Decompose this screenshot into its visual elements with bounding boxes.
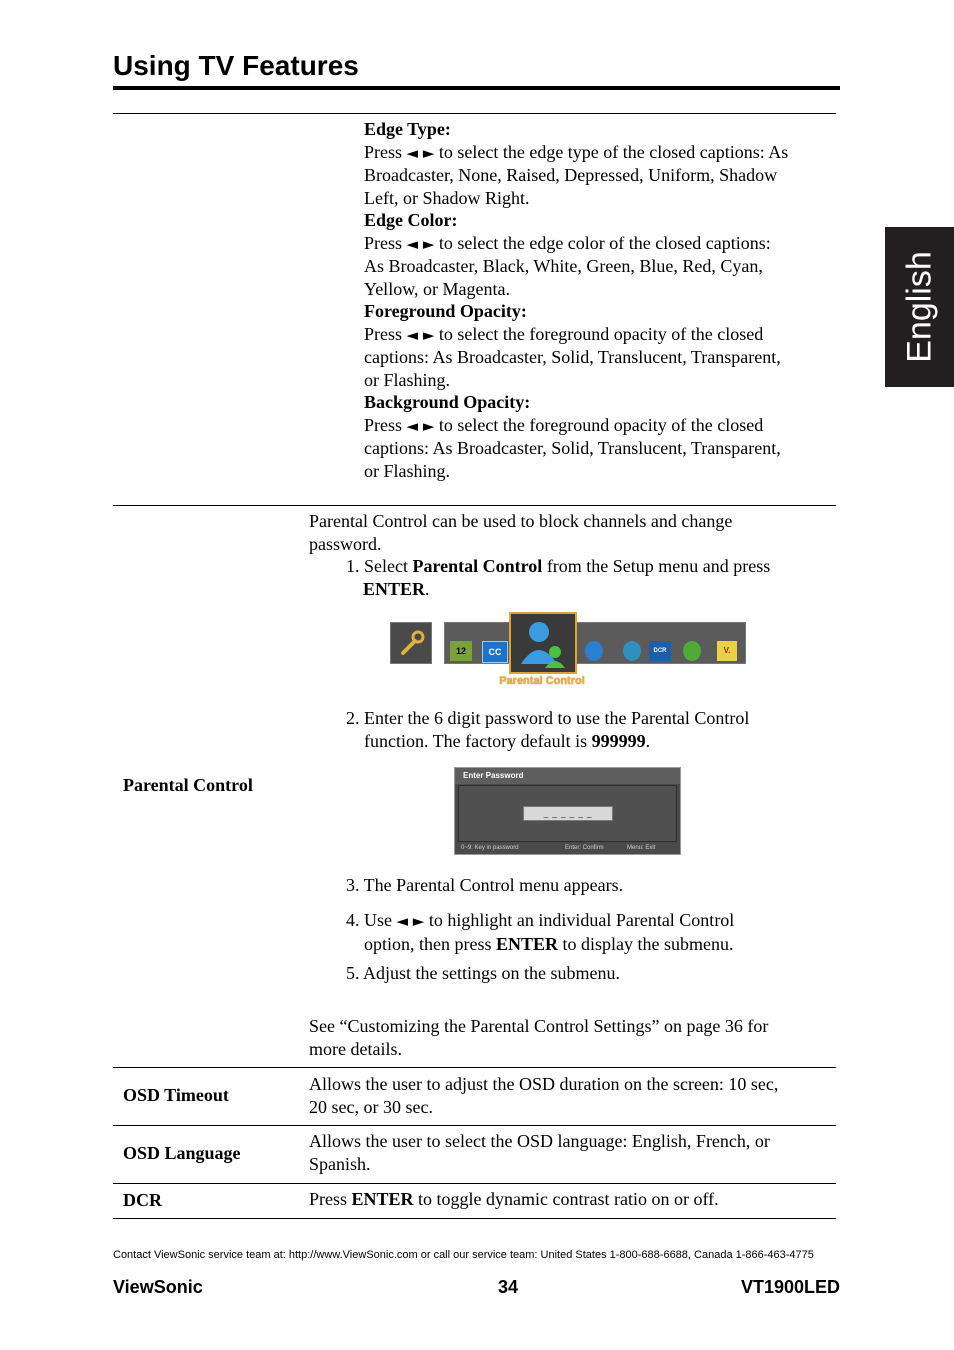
step-5-line: 5. Adjust the settings on the submenu. [346,963,620,983]
osd-timeout-label: OSD Timeout [123,1085,229,1105]
step-2 [346,707,826,752]
page-number: 34 [498,1277,519,1297]
step-1-end: . [425,578,430,599]
step-1-line [346,555,826,578]
table-rule-bottom [113,1218,836,1219]
step-1-bold: Parental Control [412,556,543,576]
dcr-pre: Press [309,1189,352,1209]
setup-menu-icon-bar [390,612,746,692]
option-line [364,232,834,256]
table-rule-dcr-top [113,1183,836,1184]
wrench-icon [391,623,431,663]
language-tab [885,227,954,387]
left-right-arrows-icon: ◄ ► [406,143,435,162]
footer-brand: ViewSonic [113,1277,203,1297]
step-2-line1: 2. Enter the 6 digit password to use the Parental Control [346,708,750,728]
left-right-arrows-icon: ◄ ► [396,912,425,930]
description-line: Allows the user to adjust the OSD duration on the screen: 10 sec, [309,1074,779,1094]
option-line [364,141,834,165]
left-right-arrows-icon: ◄ ► [406,325,435,344]
step-2-line2 [346,730,826,753]
step-4-bold: ENTER [496,933,559,954]
step-3-line: 3. The Parental Control menu appears. [346,875,624,895]
step-5 [346,962,826,985]
press-text: Press [364,232,403,253]
description-line: Allows the user to select the OSD language: English, French, or [309,1131,770,1151]
wrench-tile[interactable] [390,622,432,664]
parental-control-label: Parental Control [123,775,253,795]
option-line: Broadcaster, None, Raised, Depressed, Uniform, Shadow [364,165,778,185]
option-line-text: to select the edge color of the closed captions: [438,232,771,253]
enter-password-dialog [454,767,681,855]
reset-icon[interactable] [683,641,701,661]
intro-line: password. [309,533,382,554]
option-heading: Edge Type: [364,119,451,139]
step-1-pre: 1. Select [346,556,413,576]
option-line: or Flashing. [364,369,451,390]
footer-model: VT1900LED [740,1277,840,1297]
option-line: captions: As Broadcaster, Solid, Translucent, Transparent, [364,347,781,367]
hint-exit: Menu: Exit [627,845,656,851]
step-4-line1 [346,909,826,933]
option-heading: Foreground Opacity: [364,301,527,321]
parental-control-icon [511,614,575,672]
press-text: Press [364,323,403,344]
press-text: Press [364,141,403,162]
parental-intro [309,510,829,555]
language-tab-label: English [900,251,938,363]
left-right-arrows-icon: ◄ ► [406,234,435,253]
v-icon[interactable]: V. [717,641,737,661]
step-2-end: . [645,730,651,751]
see-more-line2: more details. [309,1038,402,1059]
step-4-line2-post: to display the submenu. [558,933,734,954]
option-line [364,414,834,438]
description-line: 20 sec, or 30 sec. [309,1096,433,1117]
left-right-arrows-icon: ◄ ► [406,416,435,435]
option-line-text: to select the foreground opacity of the closed [438,414,764,435]
intro-line: Parental Control can be used to block channels and change [309,511,733,531]
step-2-pre: function. The factory default is [364,730,592,751]
step-4 [346,909,826,955]
step-1-line2 [346,578,826,601]
table-rule-parental-top [113,505,836,506]
step-1 [346,555,826,600]
caption-options [364,118,834,482]
option-line: Left, or Shadow Right. [364,187,530,208]
step-4-pre: 4. Use [346,910,397,930]
step-2-bold: 999999 [591,730,646,751]
caption-option-edge-color [364,209,834,300]
caption-option-edge-type [364,118,834,209]
setup-icons-group [444,622,746,664]
option-line: As Broadcaster, Black, White, Green, Blue, Red, Cyan, [364,256,763,276]
osd-timeout-description [309,1073,829,1118]
password-input[interactable]: _ _ _ _ _ _ [523,806,613,821]
see-more-line1: See “Customizing the Parental Control Settings” on page 36 for [309,1016,769,1036]
option-line [364,323,834,347]
caption-option-background-opacity [364,391,834,482]
step-1-post: from the Setup menu and press [542,556,771,576]
footer-contact: Contact ViewSonic service team at: http://www.ViewSonic.com or call our service team: United States 1-800-688-6688, Canada 1-866-463-4775 [113,1249,814,1261]
parental-control-tile[interactable] [509,612,577,674]
osd-language-description [309,1130,829,1175]
step-1-enter: ENTER [363,578,426,599]
cc-icon[interactable]: CC [482,641,508,663]
hint-confirm: Enter: Confirm [565,845,604,851]
calendar-icon[interactable]: 12 [450,641,472,661]
page-title: Using TV Features [113,50,359,81]
option-line: captions: As Broadcaster, Solid, Translucent, Transparent, [364,438,781,458]
option-heading: Edge Color: [364,210,458,230]
dcr-post: to toggle dynamic contrast ratio on or off. [413,1189,719,1209]
table-rule-osd-timeout-top [113,1067,836,1068]
option-line: Yellow, or Magenta. [364,278,510,299]
table-rule-top [113,113,836,114]
option-line-text: to select the foreground opacity of the closed [438,323,764,344]
dcr-bold: ENTER [351,1189,414,1209]
step-4-line2 [346,933,826,956]
dcr-description [309,1188,829,1211]
option-line-text: to select the edge type of the closed captions: As [438,141,789,162]
hint-keypad: 0~9: Key in password [461,845,519,851]
timer-icon[interactable] [585,641,603,661]
caption-option-foreground-opacity [364,300,834,391]
title-rule [113,86,840,90]
dialog-title: Enter Password [455,768,680,784]
press-text: Press [364,414,403,435]
step-4-line2-pre: option, then press [364,933,496,954]
option-line: or Flashing. [364,460,451,481]
description-line: Spanish. [309,1153,371,1174]
step-4-post: to highlight an individual Parental Control [424,910,735,930]
dcr-icon[interactable]: DCR [649,641,671,661]
selected-icon-label: Parental Control [499,675,585,687]
description-line [309,1188,829,1211]
dcr-label: DCR [123,1190,162,1210]
see-more [309,1015,829,1060]
option-heading: Background Opacity: [364,392,531,412]
globe-icon[interactable] [623,641,641,661]
table-rule-osd-language-top [113,1125,836,1126]
osd-language-label: OSD Language [123,1143,241,1163]
step-3 [346,874,826,897]
